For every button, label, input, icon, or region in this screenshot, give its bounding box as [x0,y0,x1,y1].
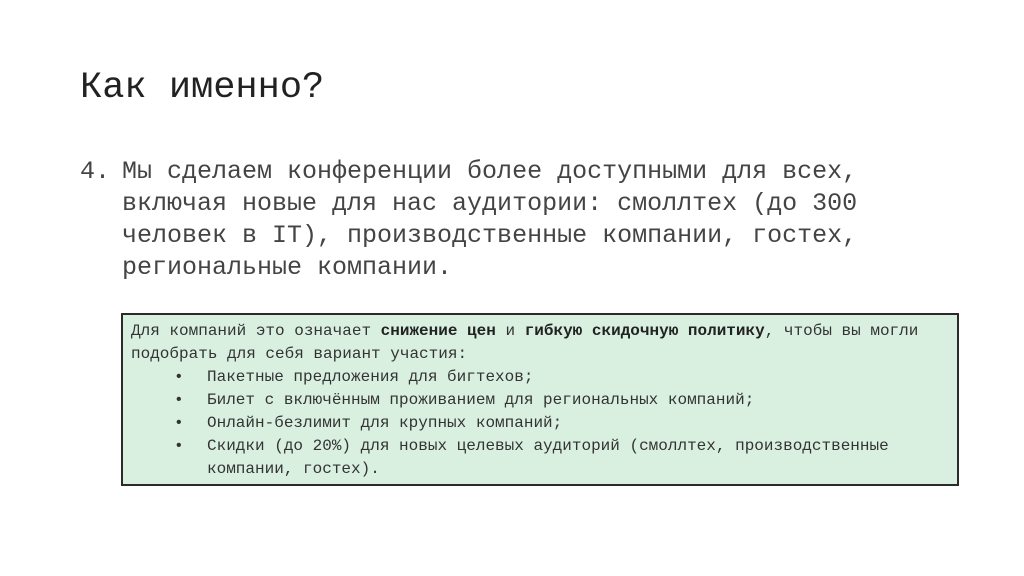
callout-intro-prefix: Для компаний это означает [131,322,381,340]
callout-intro [131,320,949,366]
list-item-text: Пакетные предложения для бигтехов; [207,368,534,386]
list-item [174,366,949,389]
list-item [174,389,949,412]
point-number: 4. [80,157,111,186]
point-text: Мы сделаем конференции более доступными для всех, включая новые для нас аудитории: смоллтех (до 300 человек в IT), производственные компании, гостех, региональные компании. [122,157,858,282]
list-item [174,412,949,435]
list-item-text: Билет с включённым проживанием для региональных компаний; [207,391,755,409]
bullet-icon: • [174,437,184,455]
list-item-text: Скидки (до 20%) для новых целевых аудиторий (смоллтех, производственные компании, гостех). [207,437,889,478]
callout-bold-discount-policy: гибкую скидочную политику [524,322,765,340]
bullet-icon: • [174,368,184,386]
numbered-point [80,156,900,284]
bullet-icon: • [174,414,184,432]
list-item [174,435,949,481]
slide-title: Как именно? [80,67,325,109]
list-item-text: Онлайн-безлимит для крупных компаний; [207,414,563,432]
callout-intro-middle: и [495,322,525,340]
bullet-icon: • [174,391,184,409]
callout-bold-price-cut: снижение цен [380,322,496,340]
callout-box [121,313,959,486]
callout-list [131,366,949,481]
callout-intro-suffix: , чтобы вы могли подобрать для себя вариант участия: [131,322,919,363]
